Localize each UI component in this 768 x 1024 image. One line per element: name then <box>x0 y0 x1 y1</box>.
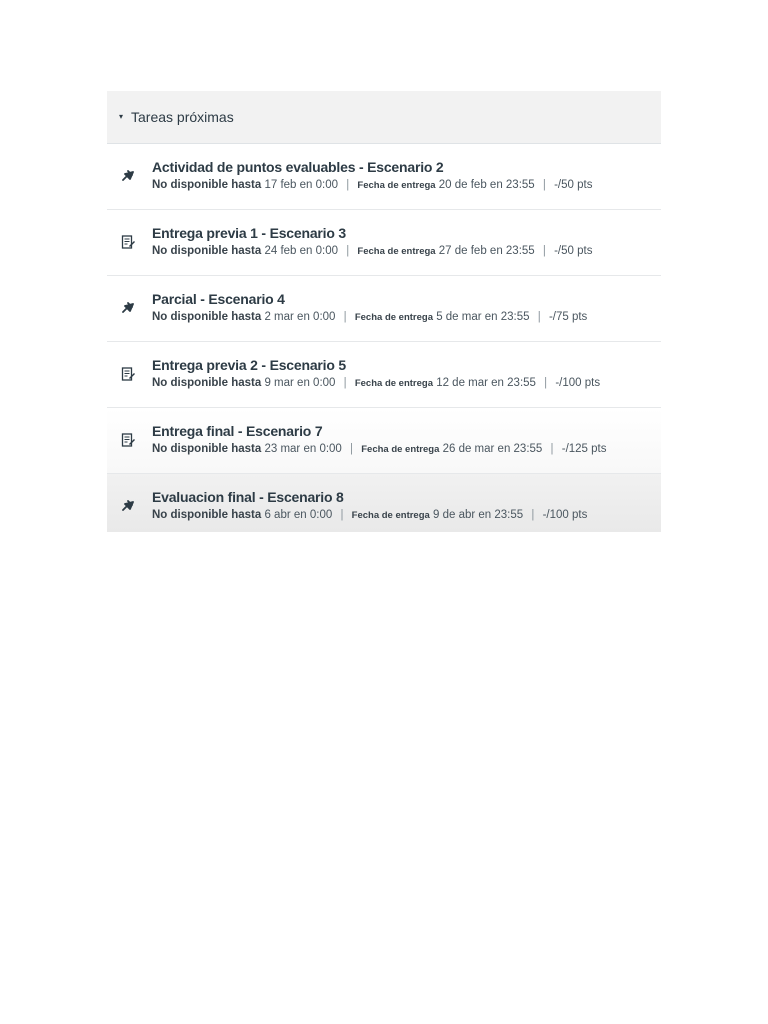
task-title[interactable]: Evaluacion final - Escenario 8 <box>152 489 344 505</box>
meta-separator: | <box>346 179 350 191</box>
task-item[interactable] <box>107 342 661 408</box>
unavailable-date: 9 mar en 0:00 <box>264 377 336 389</box>
points: -/100 pts <box>542 509 588 521</box>
task-item[interactable] <box>107 474 661 532</box>
panel-title: Tareas próximas <box>131 109 234 125</box>
meta-separator: | <box>343 311 347 323</box>
points: -/75 pts <box>548 311 588 323</box>
due-date: 5 de mar en 23:55 <box>436 311 530 323</box>
meta-separator: | <box>542 245 546 257</box>
unavailable-date: 23 mar en 0:00 <box>264 443 342 455</box>
meta-separator: | <box>542 179 546 191</box>
task-title[interactable]: Entrega final - Escenario 7 <box>152 423 323 439</box>
due-label: Fecha de entrega <box>351 510 430 521</box>
task-item[interactable] <box>107 276 661 342</box>
task-title[interactable]: Parcial - Escenario 4 <box>152 291 285 307</box>
task-meta <box>152 310 655 325</box>
points: -/50 pts <box>554 179 593 191</box>
quiz-icon <box>119 497 137 515</box>
quiz-icon <box>119 299 137 317</box>
task-meta <box>152 178 655 193</box>
task-title[interactable]: Entrega previa 1 - Escenario 3 <box>152 225 346 241</box>
task-meta <box>152 442 655 457</box>
task-meta <box>152 244 655 259</box>
due-label: Fecha de entrega <box>357 246 436 257</box>
points: -/100 pts <box>555 377 601 389</box>
task-meta <box>152 376 655 391</box>
unavailable-date: 6 abr en 0:00 <box>264 509 333 521</box>
due-date: 12 de mar en 23:55 <box>436 377 536 389</box>
task-title[interactable]: Entrega previa 2 - Escenario 5 <box>152 357 346 373</box>
due-label: Fecha de entrega <box>354 378 433 389</box>
assignment-icon <box>119 233 137 251</box>
upcoming-tasks-header[interactable] <box>107 91 661 144</box>
meta-separator: | <box>550 443 554 455</box>
points: -/50 pts <box>554 245 593 257</box>
unavailable-label: No disponible hasta <box>152 179 262 191</box>
assignment-icon <box>119 431 137 449</box>
unavailable-date: 17 feb en 0:00 <box>264 179 339 191</box>
unavailable-date: 24 feb en 0:00 <box>264 245 339 257</box>
task-item[interactable] <box>107 144 661 210</box>
unavailable-label: No disponible hasta <box>152 509 262 521</box>
meta-separator: | <box>343 377 347 389</box>
due-label: Fecha de entrega <box>357 180 436 191</box>
meta-separator: | <box>346 245 350 257</box>
due-date: 9 de abr en 23:55 <box>433 509 524 521</box>
meta-separator: | <box>537 311 541 323</box>
task-item[interactable] <box>107 408 661 474</box>
caret-down-icon: ▾ <box>119 112 124 121</box>
quiz-icon <box>119 167 137 185</box>
task-title[interactable]: Actividad de puntos evaluables - Escenario 2 <box>152 159 444 175</box>
meta-separator: | <box>544 377 548 389</box>
unavailable-label: No disponible hasta <box>152 443 262 455</box>
due-date: 20 de feb en 23:55 <box>438 179 535 191</box>
assignment-icon <box>119 365 137 383</box>
unavailable-date: 2 mar en 0:00 <box>264 311 336 323</box>
due-label: Fecha de entrega <box>354 312 433 323</box>
due-date: 27 de feb en 23:55 <box>438 245 535 257</box>
meta-separator: | <box>340 509 344 521</box>
unavailable-label: No disponible hasta <box>152 377 262 389</box>
task-item[interactable] <box>107 210 661 276</box>
unavailable-label: No disponible hasta <box>152 311 262 323</box>
due-label: Fecha de entrega <box>361 444 440 455</box>
unavailable-label: No disponible hasta <box>152 245 262 257</box>
meta-separator: | <box>531 509 535 521</box>
due-date: 26 de mar en 23:55 <box>442 443 543 455</box>
points: -/125 pts <box>561 443 607 455</box>
task-meta <box>152 508 655 523</box>
upcoming-tasks-panel <box>107 91 661 532</box>
meta-separator: | <box>350 443 354 455</box>
